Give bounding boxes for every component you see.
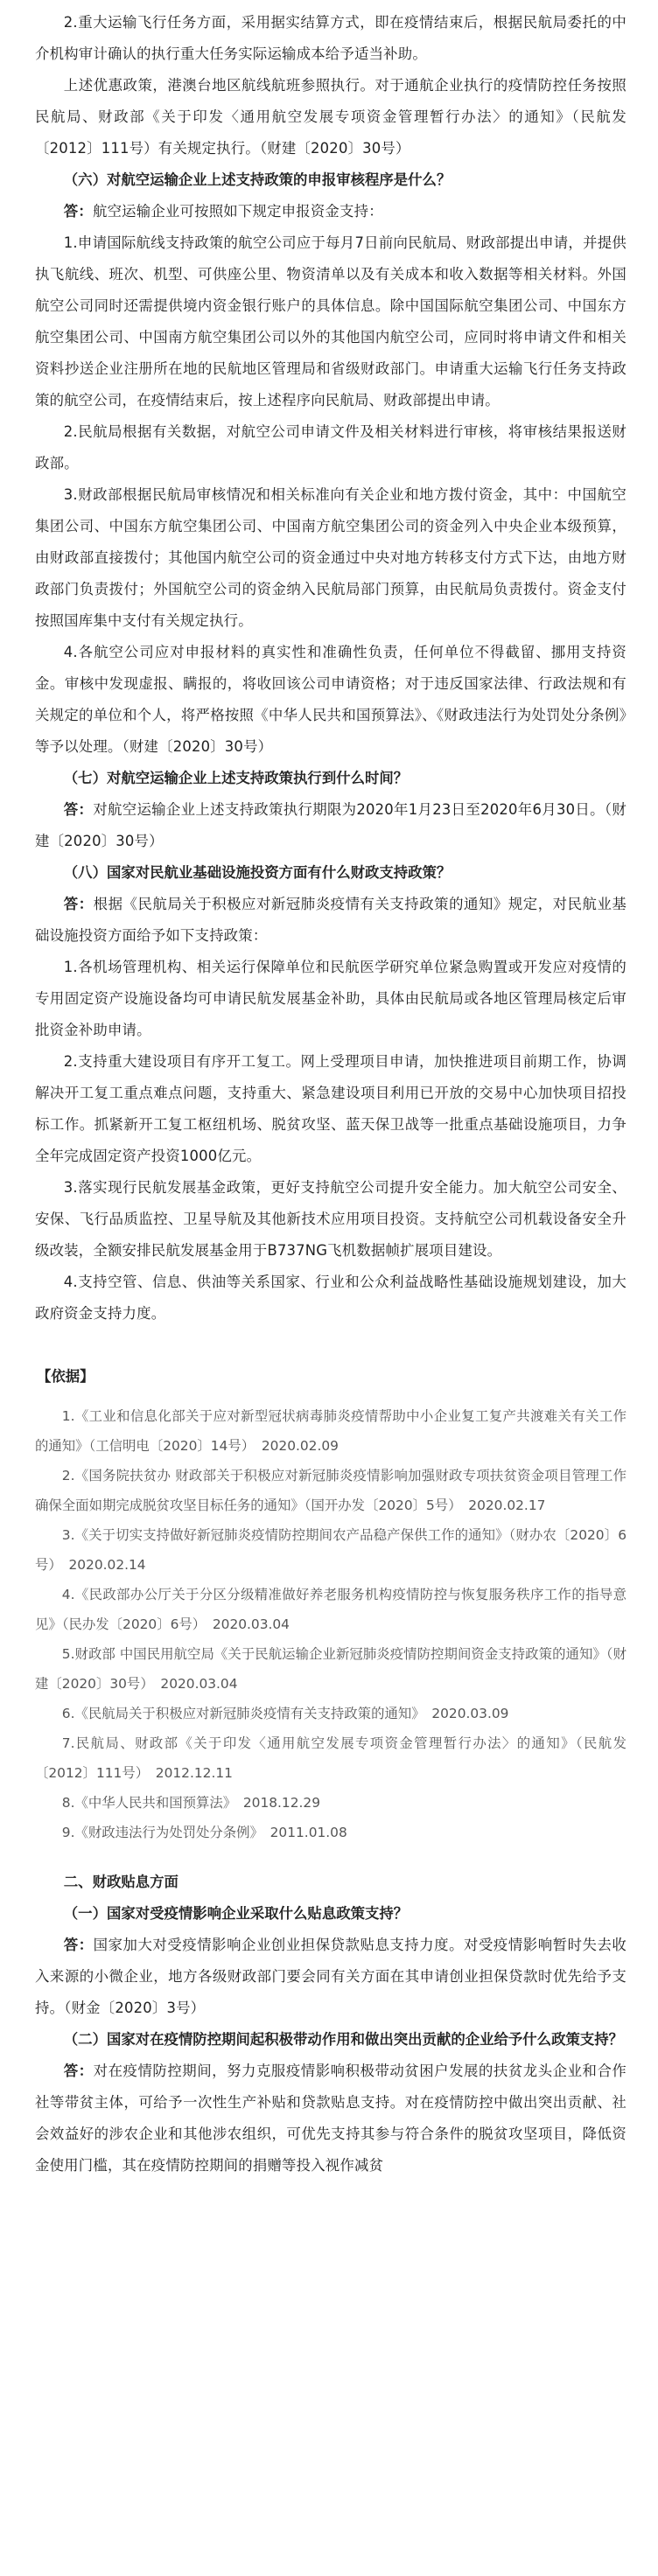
intro-paragraph-1: 2.重大运输飞行任务方面，采用据实结算方式，即在疫情结束后，根据民航局委托的中介机构审计确认的执行重大任务实际运输成本给予适当补助。	[35, 14, 626, 62]
q8-heading: （八）国家对民航业基础设施投资方面有什么财政支持政策？	[63, 864, 452, 881]
basis-ref-2: 2.《国务院扶贫办 财政部关于积极应对新冠肺炎疫情影响加强财政专项扶贫资金项目管理工作确保全面如期完成脱贫攻坚目标任务的通知》（国开办发〔2020〕5号） 2020.02.17	[35, 1468, 626, 1513]
q6-answer-label: 答：	[63, 203, 93, 220]
basis-ref-9: 9.《财政违法行为处罚处分条例》 2011.01.08	[61, 1825, 347, 1840]
s2-q2-heading: （二）国家对在疫情防控期间起积极带动作用和做出突出贡献的企业给予什么政策支持？	[63, 2031, 624, 2048]
s2-q1-answer-text: 国家加大对受疫情影响企业创业担保贷款贴息支持力度。对受疫情影响暂时失去收入来源的小微企业，地方各级财政部门要会同有关方面在其申请创业担保贷款时优先给予支持。（财金〔2020〕3号）	[35, 1937, 626, 2016]
q6-item-3: 3.财政部根据民航局审核情况和相关标准向有关企业和地方拨付资金，其中：中国航空集团公司、中国东方航空集团公司、中国南方航空集团公司的资金列入中央企业本级预算，由财政部直接拨付；其他国内航空公司的资金通过中央对地方转移支付方式下达，由地方财政部门负责拨付；外国航空公司的资金纳入民航局部门预算，由民航局负责拨付。资金支付按照国库集中支付有关规定执行。	[35, 486, 626, 629]
basis-ref-5: 5.财政部 中国民用航空局《关于民航运输企业新冠肺炎疫情防控期间资金支持政策的通知》（财建〔2020〕30号） 2020.03.04	[35, 1646, 626, 1692]
basis-ref-8: 8.《中华人民共和国预算法》 2018.12.29	[61, 1795, 320, 1811]
basis-ref-3: 3.《关于切实支持做好新冠肺炎疫情防控期间农产品稳产保供工作的通知》（财办农〔2020〕6号） 2020.02.14	[35, 1527, 626, 1573]
basis-ref-7: 7.民航局、财政部《关于印发〈通用航空发展专项资金管理暂行办法〉的通知》（民航发〔2012〕111号） 2012.12.11	[35, 1735, 626, 1781]
q8-item-3: 3.落实现行民航发展基金政策，更好支持航空公司提升安全能力。加大航空公司安全、安保、飞行品质监控、卫星导航及其他新技术应用项目投资。支持航空公司机载设备安全升级改装，全额安排民航发展基金用于B737NG飞机数据帧扩展项目建设。	[35, 1179, 626, 1259]
q8-answer-text: 根据《民航局关于积极应对新冠肺炎疫情有关支持政策的通知》规定，对民航业基础设施投资方面给予如下支持政策：	[35, 896, 626, 944]
intro-paragraph-2: 上述优惠政策，港澳台地区航线航班参照执行。对于通航企业执行的疫情防控任务按照民航局、财政部《关于印发〈通用航空发展专项资金管理暂行办法〉的通知》（民航发〔2012〕111号）有关规定执行。（财建〔2020〕30号）	[35, 77, 626, 157]
spacer	[35, 1393, 626, 1401]
q6-item-4: 4.各航空公司应对申报材料的真实性和准确性负责，任何单位不得截留、挪用支持资金。审核中发现虚报、瞒报的，将收回该公司申请资格；对于违反国家法律、行政法规和有关规定的单位和个人，将严格按照《中华人民共和国预算法》、《财政违法行为处罚处分条例》等予以处理。（财建〔2020〕30号）	[35, 644, 626, 755]
q8-item-4: 4.支持空管、信息、供油等关系国家、行业和公众利益战略性基础设施规划建设，加大政府资金支持力度。	[35, 1274, 626, 1322]
s2-q2-answer	[35, 2056, 626, 2182]
s2-q2-answer-label: 答：	[63, 2063, 94, 2079]
q8-item-1: 1.各机场管理机构、相关运行保障单位和民航医学研究单位紧急购置或开发应对疫情的专用固定资产设施设备均可申请民航发展基金补助，具体由民航局或各地区管理局核定后审批资金补助申请。	[35, 959, 626, 1038]
q7-answer-text: 对航空运输企业上述支持政策执行期限为2020年1月23日至2020年6月30日。（财建〔2020〕30号）	[35, 801, 626, 849]
q8-item-2: 2.支持重大建设项目有序开工复工。网上受理项目申请，加快推进项目前期工作，协调解决开工复工重点难点问题，支持重大、紧急建设项目利用已开放的交易中心加快项目招投标工作。抓紧新开工复工枢纽机场、脱贫攻坚、蓝天保卫战等一批重点基础设施项目，力争全年完成固定资产投资1000亿元。	[35, 1053, 626, 1164]
s2-q1-answer	[35, 1930, 626, 2024]
q8-answer-label: 答：	[63, 896, 94, 912]
basis-ref-6: 6.《民航局关于积极应对新冠肺炎疫情有关支持政策的通知》 2020.03.09	[61, 1706, 509, 1721]
s2-q1-heading: （一）国家对受疫情影响企业采取什么贴息政策支持？	[63, 1905, 409, 1922]
basis-heading: 【依据】	[37, 1368, 94, 1385]
s2-q2-answer-text: 对在疫情防控期间，努力克服疫情影响积极带动贫困户发展的扶贫龙头企业和合作社等带贫主体，可给予一次性生产补贴和贷款贴息支持。对在疫情防控中做出突出贡献、社会效益好的涉农企业和其他涉农组织，可优先支持其参与符合条件的脱贫攻坚项目，降低资金使用门槛，其在疫情防控期间的捐赠等投入视作减贫	[35, 2063, 626, 2174]
q7-answer	[35, 794, 626, 857]
q7-heading: （七）对航空运输企业上述支持政策执行到什么时间？	[63, 770, 409, 786]
spacer	[35, 1330, 626, 1361]
s2-q1-answer-label: 答：	[63, 1937, 94, 1953]
q6-answer-text: 航空运输企业可按照如下规定申报资金支持：	[92, 203, 383, 220]
spacer	[35, 1847, 626, 1867]
basis-ref-1: 1.《工业和信息化部关于应对新型冠状病毒肺炎疫情帮助中小企业复工复产共渡难关有关工作的通知》（工信明电〔2020〕14号） 2020.02.09	[35, 1408, 626, 1454]
q7-answer-label: 答：	[63, 801, 94, 818]
q8-answer-lead	[35, 889, 626, 952]
q6-item-2: 2.民航局根据有关数据，对航空公司申请文件及相关材料进行审核，将审核结果报送财政部。	[35, 423, 626, 471]
q6-heading: （六）对航空运输企业上述支持政策的申报审核程序是什么？	[63, 171, 452, 188]
section2-title: 二、财政贴息方面	[63, 1874, 178, 1890]
basis-ref-4: 4.《民政部办公厅关于分区分级精准做好养老服务机构疫情防控与恢复服务秩序工作的指导意见》（民办发〔2020〕6号） 2020.03.04	[35, 1587, 626, 1632]
q6-answer-lead	[35, 196, 626, 227]
q6-item-1: 1.申请国际航线支持政策的航空公司应于每月7日前向民航局、财政部提出申请，并提供执飞航线、班次、机型、可供座公里、物资清单以及有关成本和收入数据等相关材料。外国航空公司同时还需提供境内资金银行账户的具体信息。除中国国际航空集团公司、中国东方航空集团公司、中国南方航空集团公司以外的其他国内航空公司，应同时将申请文件和相关资料抄送企业注册所在地的民航地区管理局和省级财政部门。申请重大运输飞行任务支持政策的航空公司，在疫情结束后，按上述程序向民航局、财政部提出申请。	[35, 234, 626, 408]
